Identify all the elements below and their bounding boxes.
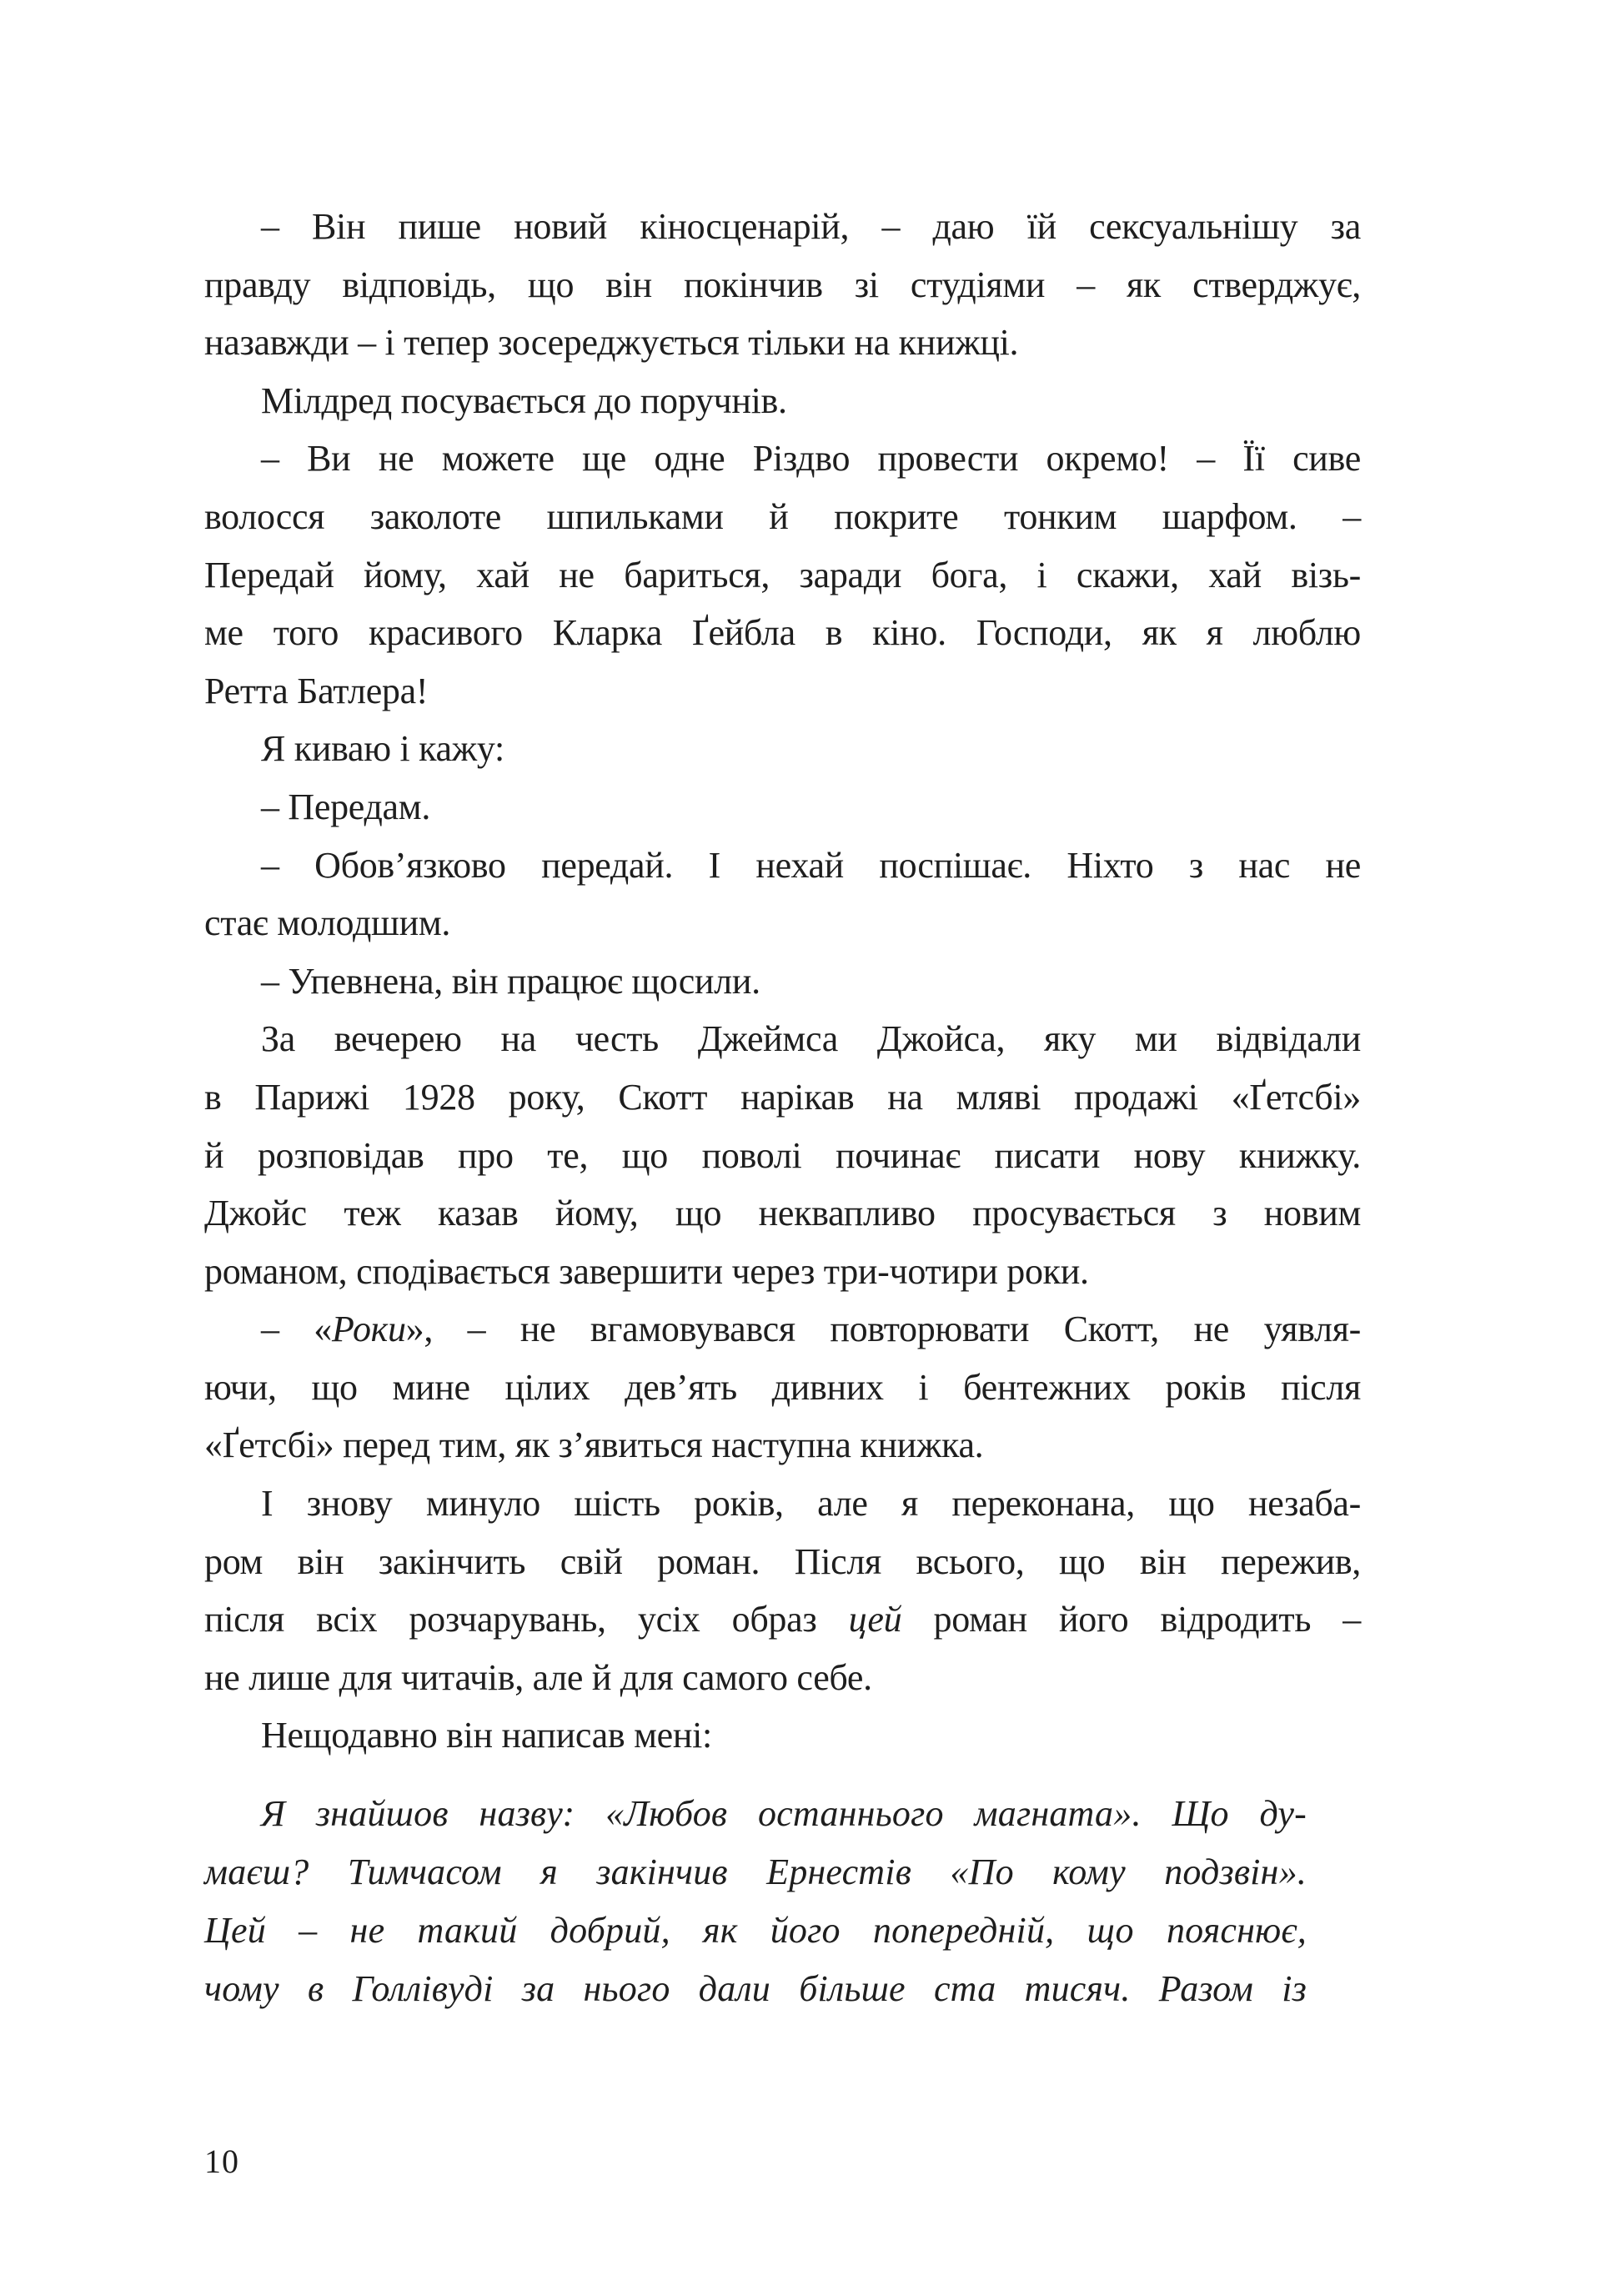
text-line: Мілдред посувається до поручнів. [261, 379, 787, 421]
text-line: Цей – не такий добрий, як його попередній, що пояснює, [204, 1910, 1307, 1951]
text-segment: роман його відродить – [901, 1599, 1361, 1640]
text-segment: – « [261, 1309, 332, 1350]
text-line: За вечерею на честь Джеймса Джойса, яку ми відвідали [261, 1018, 1361, 1060]
text-line: волосся заколоте шпильками й покрите тонким шарфом. – [204, 495, 1361, 537]
text-line [204, 1590, 1361, 1649]
text-line: чому в Голлівуді за нього дали більше ста тисяч. Разом із [204, 1968, 1307, 2009]
text-line: Я знайшов назву: «Любов останнього магната». Що ду- [261, 1793, 1307, 1834]
text-segment: », – не вгамовувався повторювати Скотт, не уявля- [405, 1309, 1361, 1350]
text-line: – Обов’язково передай. І нехай поспішає. Ніхто з нас не [261, 844, 1361, 886]
text-line: І знову минуло шість років, але я переконана, що незаба- [261, 1483, 1361, 1525]
text-line: Ретта Батлера! [204, 670, 429, 711]
text-line: ючи, що мине цілих дев’ять дивних і бентежних років після [204, 1366, 1361, 1408]
text-line [204, 1300, 1361, 1359]
text-line: ме того красивого Кларка Ґейбла в кіно. Господи, як я люблю [204, 612, 1361, 654]
text-line: Я киваю і кажу: [261, 728, 504, 770]
text-line: й розповідав про те, що поволі починає писати нову книжку. [204, 1134, 1361, 1176]
page-number: 10 [204, 2143, 239, 2180]
text-line: – Передам. [261, 786, 431, 827]
text-line: не лише для читачів, але й для самого себе. [204, 1656, 872, 1698]
text-line: стає молодшим. [204, 902, 451, 944]
text-line: – Ви не можете ще одне Різдво провести окремо! – Її сиве [261, 438, 1361, 480]
text-line: – Він пише новий кіносценарій, – даю їй сексуальнішу за [261, 206, 1361, 247]
text-line: Джойс теж казав йому, що неквапливо просувається з новим [204, 1193, 1361, 1234]
text-line: – Упевнена, він працює щосили. [261, 960, 760, 1002]
italic-emphasis: Роки [331, 1309, 406, 1350]
text-line: назавжди – і тепер зосереджується тільки на книжці. [204, 322, 1019, 364]
text-line: правду відповідь, що він покінчив зі студіями – як стверджує, [204, 264, 1361, 305]
text-line: маєш? Тимчасом я закінчив Ернестів «По кому подзвін». [204, 1851, 1307, 1892]
text-line: Нещодавно він написав мені: [261, 1715, 712, 1756]
text-line: Передай йому, хай не бариться, заради бога, і скажи, хай візь- [204, 554, 1361, 595]
text-line: в Парижі 1928 року, Скотт нарікав на мляві продажі «Ґетсбі» [204, 1076, 1361, 1118]
text-segment: після всіх розчарувань, усіх образ [204, 1599, 849, 1640]
text-line: романом, сподівається завершити через три-чотири роки. [204, 1250, 1089, 1292]
text-line: «Ґетсбі» перед тим, як з’явиться наступна книжка. [204, 1424, 984, 1466]
italic-emphasis: цей [848, 1599, 902, 1640]
quoted-letter [204, 1785, 1307, 2018]
text-line: ром він закінчить свій роман. Після всього, що він пережив, [204, 1540, 1361, 1582]
body-text [204, 198, 1361, 1765]
